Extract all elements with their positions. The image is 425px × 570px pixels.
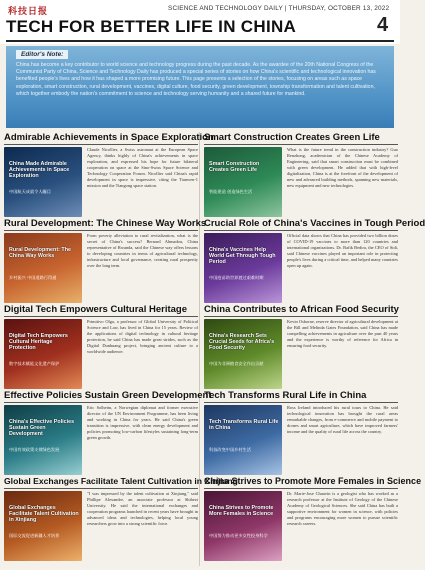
image-caption-cn: 中国有效政策支撑绿色发展: [9, 447, 60, 452]
story-title[interactable]: Admirable Achievements in Space Exploration: [4, 132, 214, 143]
editor-note-panel: [6, 46, 394, 128]
image-caption: Digital Tech Empowers Cultural Heritage Protection: [9, 333, 68, 352]
story-women[interactable]: [204, 476, 422, 568]
image-caption: China's Research Sets Crucial Seeds for Africa's Food Security: [209, 333, 275, 352]
image-caption-cn: 国际交流促进新疆人才培养: [9, 533, 60, 538]
column-divider: [199, 132, 200, 566]
story-body: Eric Solheim, a Norwegian diplomat and former executive director of the UN Environment Programme, has been living and working in China for years. He said China's green transition is impressive, with clean energy development and policies promoting low-carbon lifestyles sustaining long-term green growth.: [87, 405, 198, 440]
dateline: SCIENCE AND TECHNOLOGY DAILY | THURSDAY, OCTOBER 13, 2022: [168, 5, 390, 12]
title-rule: [4, 402, 198, 403]
masthead: [0, 0, 400, 44]
story-body: Ross Ireland introduced his rural tours to China. He said technological innovation has brought the rural areas remarkable changes, from e-commerce and mobile payment to drones and smart agriculture, which have improved farmers' income and the quality of rural life across the country.: [287, 405, 398, 434]
image-caption-cn: 中国航天成就令人瞩目: [9, 189, 51, 194]
story-title[interactable]: China Strives to Promote More Females in Science: [204, 476, 422, 486]
title-rule: [204, 488, 398, 489]
image-caption-cn: 数字技术赋能文化遗产保护: [9, 361, 60, 366]
title-rule: [204, 402, 398, 403]
story-body: Primitivo Olga, a professor of Global University of Political Science and Law, has lived in China for 15 years. Review of the applications of digital technology in cultural heritage protection, he said China has made great strides, such as the Digital Dunhuang project, bringing ancient culture to a worldwide audience.: [87, 319, 198, 354]
title-rule: [4, 144, 198, 145]
story-title[interactable]: Global Exchanges Facilitate Talent Cultivation in Xinjiang: [4, 476, 238, 486]
image-caption: Smart Construction Creates Green Life: [209, 161, 260, 174]
image-caption-cn: 科技改变中国乡村生活: [209, 447, 251, 452]
story-image[interactable]: [204, 405, 282, 475]
story-body: "I was impressed by the talent cultivation at Xinjiang," said Phillipe Alexandre, an associate professor at Shihezi University. He said the international exchanges and cooperation programs launched in recent years have brought in advanced ideas and technologies, helping local young researchers grow into a strong scientific force.: [87, 491, 198, 526]
image-caption-cn: 中国努力推动更多女性投身科学: [209, 533, 268, 538]
story-title[interactable]: Smart Construction Creates Green Life: [204, 132, 380, 143]
image-caption: China's Vaccines Help World Get Through Tough Period: [209, 247, 276, 266]
title-rule: [204, 144, 398, 145]
story-image[interactable]: [4, 491, 82, 561]
page-title: TECH FOR BETTER LIFE IN CHINA: [6, 17, 297, 36]
image-caption: China's Effective Policies Sustain Green Development: [9, 419, 75, 438]
editor-note-heading: Editor's Note:: [16, 50, 68, 59]
story-body: Claude Nicollier, a Swiss astronaut at the European Space Agency, thinks highly of China's achievements in space exploration, and expressed his hope for future bilateral cooperation on space at the Sino-Swiss Space Science and Technology Cooperation Forum. Nicollier said China's rapid development in space is impressive, citing the Tianwen-1 mission and the Tiangong space station.: [87, 147, 198, 188]
story-body: From poverty alleviation to rural revitalization, what is the secret of China's success? Bernard Ahmadou, China representative of Rwanda, said the Chinese way offers lessons to developing countries in terms of agricultural technology, infrastructure and local governance, creating rural prosperity over the long term.: [87, 233, 198, 268]
story-title[interactable]: China Contributes to African Food Security: [204, 304, 399, 315]
story-image[interactable]: [204, 147, 282, 217]
editor-note-body: China has become a key contributor to world science and technology progress during the past decade. As the awardee of the 20th National Congress of the Communist Party of China, Science and Technology Daily has produced a special series of stories on how China's scientific and technological innovation has benefited people's lives and how it has shaped a more promising future. This page presents a selection of the stories, focusing on areas such as space exploration, smart construction, rural development, vaccines, digital culture, food security, green development, township transformation and talent cultivation, which together embody the nation's commitment to science and technology serving humanity and a shared future for mankind.: [16, 62, 376, 97]
image-caption: Tech Transforms Rural Life in China: [209, 419, 279, 432]
page-number: 4: [377, 14, 389, 36]
story-title[interactable]: Rural Development: The Chinese Way Works: [4, 218, 207, 229]
title-rule: [204, 316, 398, 317]
story-image[interactable]: [204, 491, 282, 561]
story-body: Official data shows that China has provided two billion doses of COVID-19 vaccines to more than 120 countries and international organizations. Dr. Rafik Bedira, the CEO of Sidi, said Chinese vaccines played an important role in protecting people's lives during a critical time, and helped many countries open up again.: [287, 233, 398, 268]
header-rule: [6, 40, 394, 42]
image-caption-cn: 智能建造 创造绿色生活: [209, 189, 253, 194]
image-caption: Global Exchanges Facilitate Talent Cultivation in Xinjiang: [9, 505, 79, 524]
story-image[interactable]: [204, 233, 282, 303]
title-rule: [4, 488, 198, 489]
story-image[interactable]: [4, 405, 82, 475]
story-title[interactable]: Effective Policies Sustain Green Development: [4, 390, 212, 401]
story-image[interactable]: [4, 233, 82, 303]
story-talent[interactable]: [4, 476, 238, 568]
image-caption-cn: 中国为非洲粮食安全作出贡献: [209, 361, 264, 366]
story-body: What is the future trend in the construction industry? Guo Renzhong, academician of the Chinese Academy of Engineering, said that smart construction must be combined with green development. He added that with high-level digitalization, China is at the forefront of the development of new and advanced building methods, spanning new materials, new equipment and new technologies.: [287, 147, 398, 188]
image-caption-cn: 中国疫苗助世界渡过艰难时期: [209, 275, 264, 280]
title-rule: [4, 230, 198, 231]
image-caption: China Made Admirable Achievements in Space Exploration: [9, 161, 70, 180]
story-title[interactable]: Tech Transforms Rural Life in China: [204, 390, 367, 401]
image-caption: Rural Development: The China Way Works: [9, 247, 72, 260]
image-caption-cn: 乡村振兴 中国道路行得通: [9, 275, 57, 280]
story-title[interactable]: Digital Tech Empowers Cultural Heritage: [4, 304, 188, 315]
newspaper-logo: 科技日报: [8, 7, 49, 17]
title-rule: [204, 230, 398, 231]
story-title[interactable]: Crucial Role of China's Vaccines in Tough Period: [204, 218, 425, 229]
story-body: Kevin Osborne, reserve director of agricultural development at the Bill and Melinda Gates Foundation, said China has made compelling achievements in agriculture over the past 40 years and the experience is worthy of reference for Africa in ensuring food security.: [287, 319, 398, 348]
story-body: Dr. Marie-Jose Chauvin is a geologist who has worked as a research professor at the Institute of Geology of the Chinese Academy of Geological Sciences. She said China has built a supportive environment for women in science, with policies and programs encouraging more women to pursue scientific research careers.: [287, 491, 398, 526]
image-caption: China Strives to Promote More Females in Science: [209, 505, 274, 518]
story-image[interactable]: [204, 319, 282, 389]
story-image[interactable]: [4, 319, 82, 389]
title-rule: [4, 316, 198, 317]
story-image[interactable]: [4, 147, 82, 217]
